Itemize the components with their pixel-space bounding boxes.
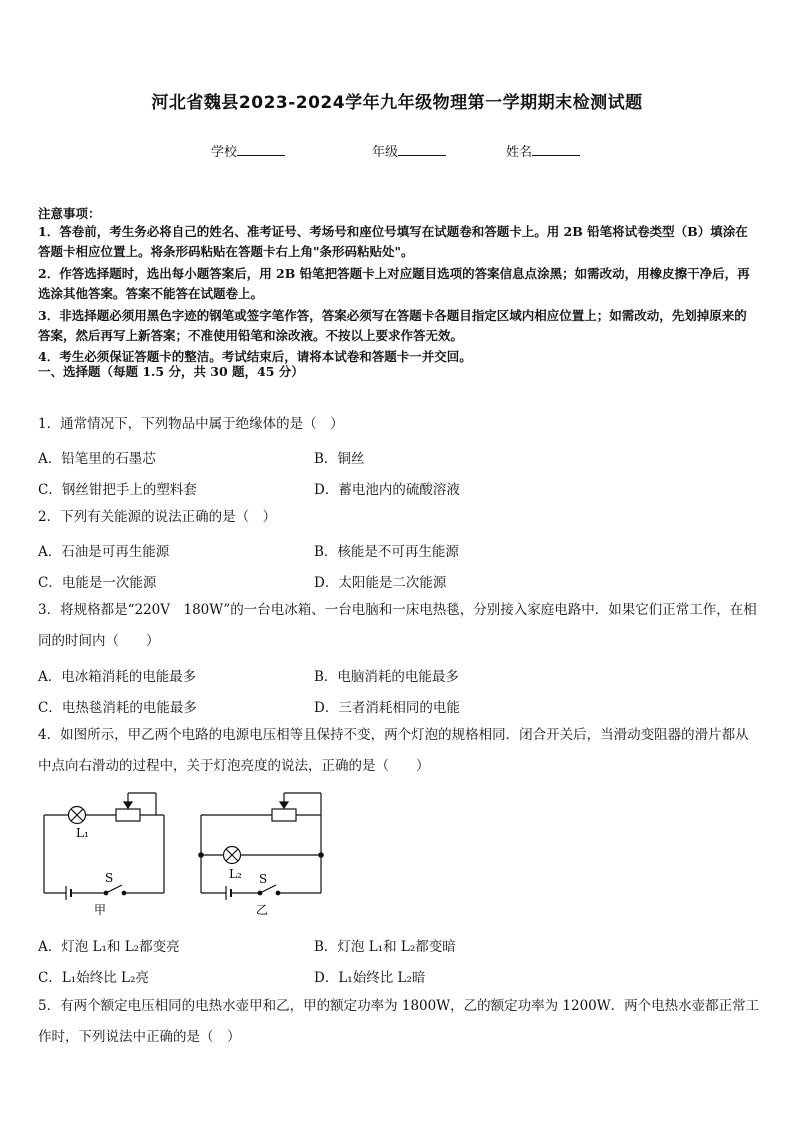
rheostat-icon — [272, 809, 296, 821]
option-d: D．L₁始终比 L₂暗 — [314, 970, 426, 986]
question-stem: 4．如图所示，甲乙两个电路的电源电压相等且保持不变，两个灯泡的规格相同．闭合开关后，当滑动变阻器的滑片都从中点向右滑动的过程中，关于灯泡亮度的说法，正确的是（ ） — [38, 727, 749, 774]
lamp-label-l2: L₂ — [229, 867, 242, 881]
option-d: D．蓄电池内的硫酸溶液 — [314, 482, 460, 498]
name-field — [506, 141, 580, 160]
option-d: D．三者消耗相同的电能 — [314, 700, 460, 716]
question-stem: 3．将规格都是“220V 180W”的一台电冰箱、一台电脑和一床电热毯，分别接入家庭电路中．如果它们正常工作，在相同的时间内（ ） — [38, 602, 757, 649]
option-d: D．太阳能是二次能源 — [314, 575, 447, 591]
name-blank — [532, 143, 580, 156]
question-stem: 1．通常情况下，下列物品中属于绝缘体的是（ ） — [38, 416, 344, 432]
figure-caption-yi: 乙 — [256, 903, 269, 917]
school-blank — [237, 143, 285, 156]
switch-icon — [260, 885, 276, 893]
section-heading: 一、选择题（每题 1.5 分，共 30 题，45 分） — [38, 364, 304, 379]
grade-label: 年级 — [372, 145, 399, 160]
option-c: C．L₁始终比 L₂亮 — [38, 970, 149, 986]
circuit-figure — [36, 785, 336, 920]
name-label: 姓名 — [506, 145, 533, 160]
school-label: 学校 — [211, 145, 238, 160]
question-stem: 2．下列有关能源的说法正确的是（ ） — [38, 509, 277, 525]
option-c: C．电能是一次能源 — [38, 575, 157, 591]
option-c: C．钢丝钳把手上的塑料套 — [38, 482, 197, 498]
grade-field — [372, 141, 446, 160]
option-b: B．铜丝 — [314, 451, 365, 467]
option-b: B．核能是不可再生能源 — [314, 544, 459, 560]
option-a: A．石油是可再生能源 — [38, 544, 170, 560]
notes-heading: 注意事项： — [38, 206, 101, 221]
note-item: 1．答卷前，考生务必将自己的姓名、准考证号、考场号和座位号填写在试题卷和答题卡上。用 2B 铅笔将试卷类型（B）填涂在答题卡相应位置上。将条形码粘贴在答题卡右上角"条形码粘贴处"。 — [38, 224, 748, 259]
grade-blank — [398, 143, 446, 156]
option-a: A．灯泡 L₁和 L₂都变亮 — [38, 939, 180, 955]
lamp-label-l1: L₁ — [76, 826, 89, 840]
option-c: C．电热毯消耗的电能最多 — [38, 700, 197, 716]
circuit-jia — [44, 793, 164, 900]
switch-label: S — [259, 872, 268, 886]
switch-icon — [106, 885, 122, 893]
note-item: 3．非选择题必须用黑色字迹的钢笔或签字笔作答，答案必须写在答题卡各题目指定区域内相应位置上；如需改动，先划掉原来的答案，然后再写上新答案；不准使用铅笔和涂改液。不按以上要求作答无效。 — [38, 308, 747, 343]
option-b: B．灯泡 L₁和 L₂都变暗 — [314, 939, 456, 955]
figure-caption-jia: 甲 — [94, 903, 107, 917]
exam-title: 河北省魏县2023-2024学年九年级物理第一学期期末检测试题 — [151, 93, 643, 113]
note-item: 2．作答选择题时，选出每小题答案后，用 2B 铅笔把答题卡上对应题目选项的答案信息点涂黑；如需改动，用橡皮擦干净后，再选涂其他答案。答案不能答在试题卷上。 — [38, 266, 750, 301]
school-field — [211, 141, 285, 160]
switch-label: S — [105, 871, 114, 885]
rheostat-icon — [116, 809, 140, 821]
question-stem: 5．有两个额定电压相同的电热水壶甲和乙，甲的额定功率为 1800W，乙的额定功率为 1200W．两个电热水壶都正常工作时，下列说法中正确的是（ ） — [38, 998, 760, 1045]
option-a: A．电冰箱消耗的电能最多 — [38, 669, 197, 685]
option-b: B．电脑消耗的电能最多 — [314, 669, 459, 685]
note-item: 4．考生必须保证答题卡的整洁。考试结束后，请将本试卷和答题卡一并交回。 — [38, 349, 472, 364]
option-a: A．铅笔里的石墨芯 — [38, 451, 156, 467]
